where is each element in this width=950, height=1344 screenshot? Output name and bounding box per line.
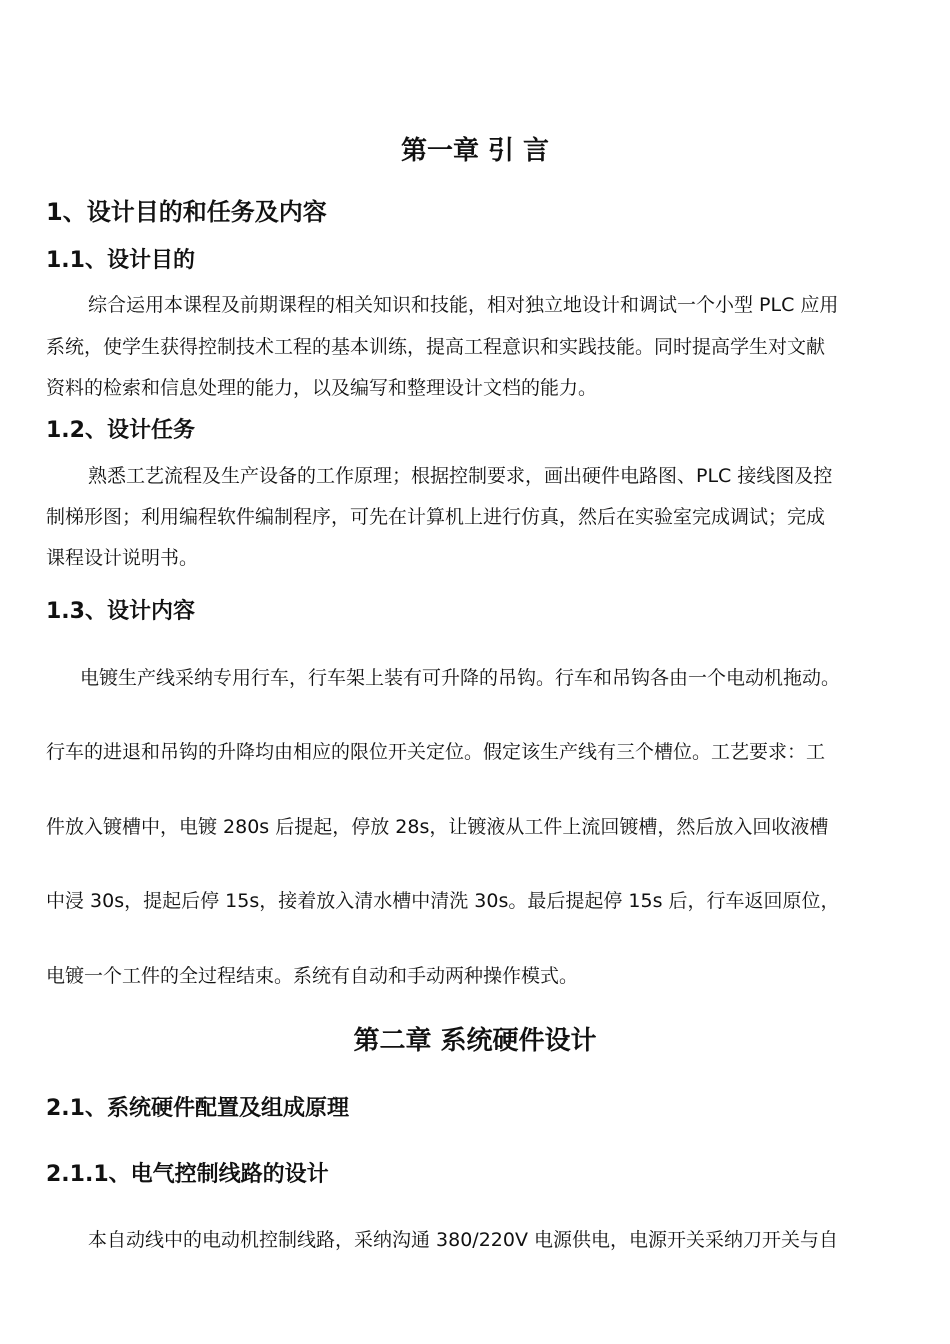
- section-1-3-line-3: 件放入镀槽中，电镀 280s 后提起，停放 28s，让镀液从工件上流回镀槽，然后放入回收液槽: [46, 816, 829, 838]
- section-1-2-line-1: 熟悉工艺流程及生产设备的工作原理；根据控制要求，画出硬件电路图、PLC 接线图及控: [88, 465, 833, 487]
- section-2-1-1-line-1: 本自动线中的电动机控制线路，采纳沟通 380/220V 电源供电，电源开关采纳刀开关与自: [88, 1229, 839, 1251]
- section-1-1-line-2: 系统，使学生获得控制技术工程的基本训练，提高工程意识和实践技能。同时提高学生对文献: [46, 336, 826, 358]
- chapter-2-title: 第二章 系统硬件设计: [353, 1026, 597, 1056]
- section-2-1-heading: 2.1、系统硬件配置及组成原理: [46, 1096, 349, 1121]
- section-1-2-line-2: 制梯形图；利用编程软件编制程序，可先在计算机上进行仿真，然后在实验室完成调试；完成: [46, 506, 826, 528]
- section-1-3-line-5: 电镀一个工件的全过程结束。系统有自动和手动两种操作模式。: [46, 965, 579, 987]
- section-1-3-line-4: 中浸 30s，提起后停 15s，接着放入清水槽中清洗 30s。最后提起停 15s 后，行车返回原位，: [46, 890, 840, 912]
- section-1-2-heading: 1.2、设计任务: [46, 418, 195, 443]
- section-1-3-line-1: 电镀生产线采纳专用行车，行车架上装有可升降的吊钩。行车和吊钩各由一个电动机拖动。: [80, 667, 841, 689]
- section-1-2-line-3: 课程设计说明书。: [46, 547, 199, 569]
- section-1-1-line-3: 资料的检索和信息处理的能力，以及编写和整理设计文档的能力。: [46, 377, 598, 399]
- section-1-1-line-1: 综合运用本课程及前期课程的相关知识和技能，相对独立地设计和调试一个小型 PLC 应用: [88, 294, 839, 316]
- section-2-1-1-heading: 2.1.1、电气控制线路的设计: [46, 1162, 329, 1187]
- section-1-3-line-2: 行车的进退和吊钩的升降均由相应的限位开关定位。假定该生产线有三个槽位。工艺要求：工: [46, 741, 826, 763]
- section-1-1-heading: 1.1、设计目的: [46, 248, 195, 273]
- section-1-3-heading: 1.3、设计内容: [46, 599, 195, 624]
- section-1-heading: 1、设计目的和任务及内容: [46, 198, 327, 226]
- chapter-1-title: 第一章 引 言: [400, 136, 550, 166]
